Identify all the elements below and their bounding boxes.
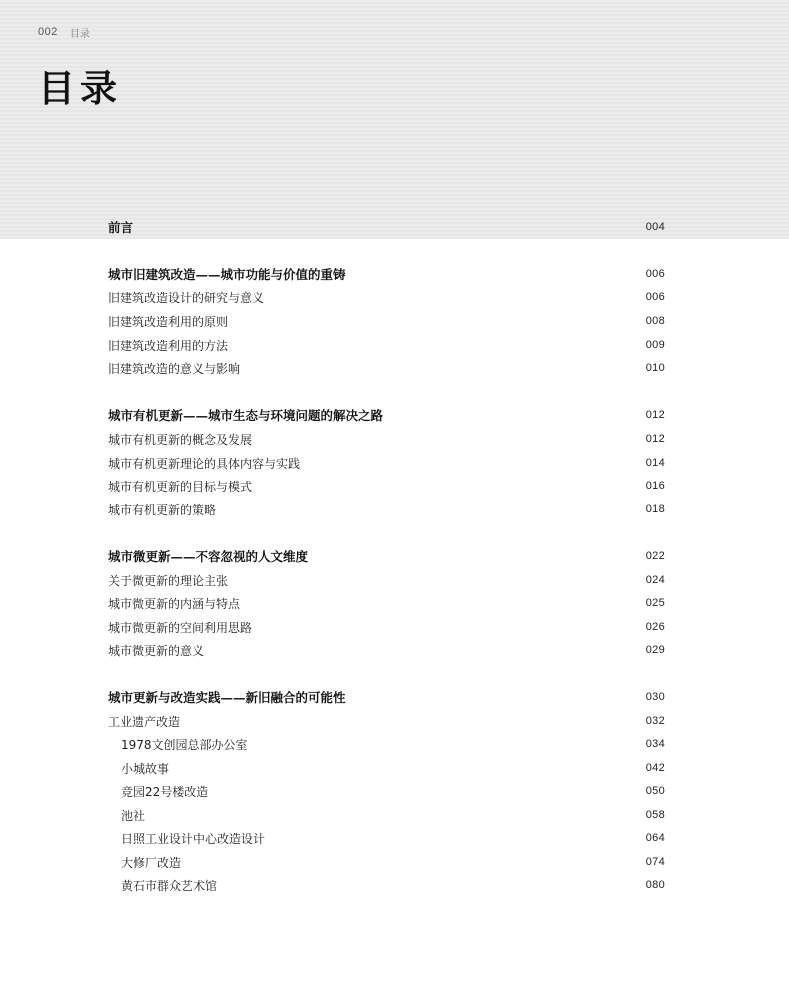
toc-label: 旧建筑改造的意义与影响 xyxy=(108,361,241,376)
toc-label: 大修厂改造 xyxy=(121,855,182,870)
toc-label: 城市有机更新理论的具体内容与实践 xyxy=(108,456,301,471)
toc-label: 池社 xyxy=(121,808,146,823)
toc-label: 1978文创园总部办公室 xyxy=(121,737,248,752)
toc-page: 006 xyxy=(645,268,665,280)
toc-label: 旧建筑改造利用的原则 xyxy=(108,314,229,329)
toc-page: 022 xyxy=(645,550,665,562)
toc-label: 城市微更新的意义 xyxy=(108,643,205,658)
toc-page: 064 xyxy=(645,832,665,844)
toc-page: 030 xyxy=(645,691,665,703)
toc-page: 042 xyxy=(645,762,665,774)
toc-page: 006 xyxy=(645,291,665,303)
toc-subentry[interactable] xyxy=(121,829,665,847)
toc-label: 城市更新与改造实践——新旧融合的可能性 xyxy=(108,690,346,705)
toc-page: 058 xyxy=(645,809,665,821)
toc-entry[interactable] xyxy=(108,641,665,659)
page-title: 目录 xyxy=(38,66,122,110)
toc-label: 城市微更新的空间利用思路 xyxy=(108,620,253,635)
toc-entry[interactable] xyxy=(108,477,665,495)
toc-page: 009 xyxy=(645,339,665,351)
toc-label: 工业遗产改造 xyxy=(108,714,181,729)
toc-entry[interactable] xyxy=(108,336,665,354)
toc-label: 前言 xyxy=(108,220,134,235)
toc-label: 城市有机更新的策略 xyxy=(108,502,217,517)
toc-label: 旧建筑改造设计的研究与意义 xyxy=(108,290,265,305)
toc-page: 024 xyxy=(645,574,665,586)
toc-chapter[interactable] xyxy=(108,265,665,283)
running-head xyxy=(38,24,90,40)
toc-page: 032 xyxy=(645,715,665,727)
toc-label: 城市有机更新——城市生态与环境问题的解决之路 xyxy=(108,408,384,423)
toc-page: 014 xyxy=(645,457,665,469)
toc-page: 050 xyxy=(645,785,665,797)
toc-subentry[interactable] xyxy=(121,759,665,777)
toc-label: 城市有机更新的概念及发展 xyxy=(108,432,253,447)
toc-entry[interactable] xyxy=(108,594,665,612)
toc-page: 012 xyxy=(645,433,665,445)
toc-chapter-preface[interactable] xyxy=(108,218,665,236)
toc-subentry[interactable] xyxy=(121,876,665,894)
toc-chapter[interactable] xyxy=(108,547,665,565)
toc-entry[interactable] xyxy=(108,359,665,377)
toc-page: 010 xyxy=(645,362,665,374)
toc-page: 026 xyxy=(645,621,665,633)
toc-chapter[interactable] xyxy=(108,406,665,424)
toc-entry[interactable] xyxy=(108,712,665,730)
toc-label: 小城故事 xyxy=(121,761,170,776)
toc-chapter[interactable] xyxy=(108,688,665,706)
toc-entry[interactable] xyxy=(108,454,665,472)
page-number: 002 xyxy=(38,26,58,38)
toc-page: 008 xyxy=(645,315,665,327)
toc-page: 004 xyxy=(645,221,665,233)
toc-page: 025 xyxy=(645,597,665,609)
toc-page: 016 xyxy=(645,480,665,492)
toc-page: 080 xyxy=(645,879,665,891)
toc-page: 034 xyxy=(645,738,665,750)
toc-label: 城市旧建筑改造——城市功能与价值的重铸 xyxy=(108,267,346,282)
toc-entry[interactable] xyxy=(108,430,665,448)
header-band xyxy=(0,0,789,239)
running-section-title: 目录 xyxy=(69,28,90,40)
toc-label: 城市有机更新的目标与模式 xyxy=(108,479,253,494)
toc-page: 029 xyxy=(645,644,665,656)
toc-label: 旧建筑改造利用的方法 xyxy=(108,338,229,353)
toc-entry[interactable] xyxy=(108,571,665,589)
toc-label: 关于微更新的理论主张 xyxy=(108,573,229,588)
toc-label: 日照工业设计中心改造设计 xyxy=(121,831,266,846)
toc-subentry[interactable] xyxy=(121,853,665,871)
toc-entry[interactable] xyxy=(108,288,665,306)
toc-page: 074 xyxy=(645,856,665,868)
toc-page: 012 xyxy=(645,409,665,421)
toc-label: 竞园22号楼改造 xyxy=(121,784,209,799)
toc-entry[interactable] xyxy=(108,500,665,518)
toc-entry[interactable] xyxy=(108,312,665,330)
toc-subentry[interactable] xyxy=(121,735,665,753)
toc-page: 018 xyxy=(645,503,665,515)
toc-label: 城市微更新——不容忽视的人文维度 xyxy=(108,549,309,564)
toc-entry[interactable] xyxy=(108,618,665,636)
toc-subentry[interactable] xyxy=(121,806,665,824)
toc-label: 城市微更新的内涵与特点 xyxy=(108,596,241,611)
toc-subentry[interactable] xyxy=(121,782,665,800)
toc-label: 黄石市群众艺术馆 xyxy=(121,878,218,893)
